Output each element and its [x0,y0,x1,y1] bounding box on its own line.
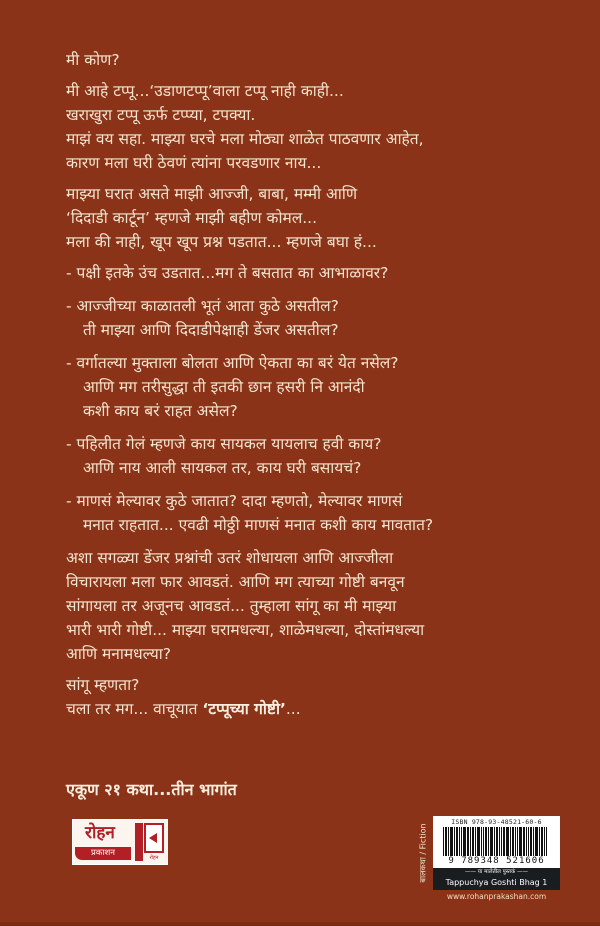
story-count-summary: एकूण २१ कथा...तीन भागांत [66,780,237,799]
blurb-intro: मी कोण? [66,51,120,69]
logo-subtitle: प्रकाशन [75,847,131,860]
blurb-text [66,48,546,728]
question-item: - पक्षी इतके उंच उडतात...मग ते बसतात का आभाळावर? [66,264,389,282]
blurb-paragraph-1: मी आहे टप्पू...‘उडाणटप्पू’वाला टप्पू नाही काही... खराखुरा टप्पू ऊर्फ टप्प्या, टपक्या. माझं वय सहा. माझ्या घरचे मला मोठ्या शाळेत पाठवणार आहेत, कारण मला घरी ठेवणं त्यांना परवडणार नाय... [66,82,424,172]
blurb-closing: सांगू म्हणता? चला तर मग... वाचूयात ‘टप्पूच्या गोष्टी’... [66,673,546,721]
series-title: Tappuchya Goshti Bhag 1 [445,878,548,887]
book-title-mention: ‘टप्पूच्या गोष्टी’ [202,700,286,718]
question-item: - माणसं मेल्यावर कुठे जातात? दादा म्हणतो, मेल्यावर माणसं मनात राहतात... एवढी मोठ्ठी माणसं मनात कशी काय मावतात? [66,492,434,534]
question-item: - पहिलीत गेलं म्हणजे काय सायकल यायलाच हवी काय? आणि नाय आली सायकल तर, काय घरी बसायचं? [66,435,382,477]
logo-tag: रोहन [149,855,159,861]
publisher-website: www.rohanprakashan.com [446,892,547,901]
barcode [433,816,560,868]
publisher-logo [72,819,168,865]
closing-line: चला तर मग... वाचूयात ‘टप्पूच्या गोष्टी’... [66,700,301,718]
series-box [433,868,560,890]
question-item: - वर्गातल्या मुक्ताला बोलता आणि ऐकता का बरं येत नसेल? आणि मग तरीसुद्धा ती इतकी छान हसरी नि आनंदी कशी काय बरं राहत असेल? [66,354,399,420]
book-spine-icon [135,823,143,861]
question-item: - आज्जीच्या काळातली भूतं आता कुठे असतील? ती माझ्या आणि दिदाडीपेक्षाही डेंजर असतील? [66,297,339,339]
book-icon [144,823,164,853]
barcode-bars-icon [443,827,551,858]
bottom-edge [0,922,600,926]
genre-label: बालकथा / Fiction [418,823,428,883]
isbn-text: ISBN 978-93-48521-60-6 [451,818,542,826]
series-label-marathi: —— या मालेतील पुस्तकं —— [465,869,528,875]
blurb-paragraph-2: माझ्या घरात असते माझी आज्जी, बाबा, मम्मी आणि ‘दिदाडी कार्टून’ म्हणजे माझी बहीण कोमल... मला की नाही, खूप खूप प्रश्न पडतात... म्हणजे बघा हं... [66,185,377,251]
logo-name: रोहन [85,823,115,843]
blurb-paragraph-3: अशा सगळ्या डेंजर प्रश्नांची उतरं शोधायला आणि आज्जीला विचारायला मला फार आवडतं. आणि मग त्याच्या गोष्टी बनवून सांगायला तर अजूनच आवडतं... तुम्हाला सांगू का मी माझ्या भारी भारी गोष्टी... माझ्या घरामधल्या, शाळेमधल्या, दोस्तांमधल्या आणि मनामधल्या? [66,549,425,663]
barcode-number: 9 789348 521606 [433,856,560,867]
arrow-left-icon [149,833,157,843]
